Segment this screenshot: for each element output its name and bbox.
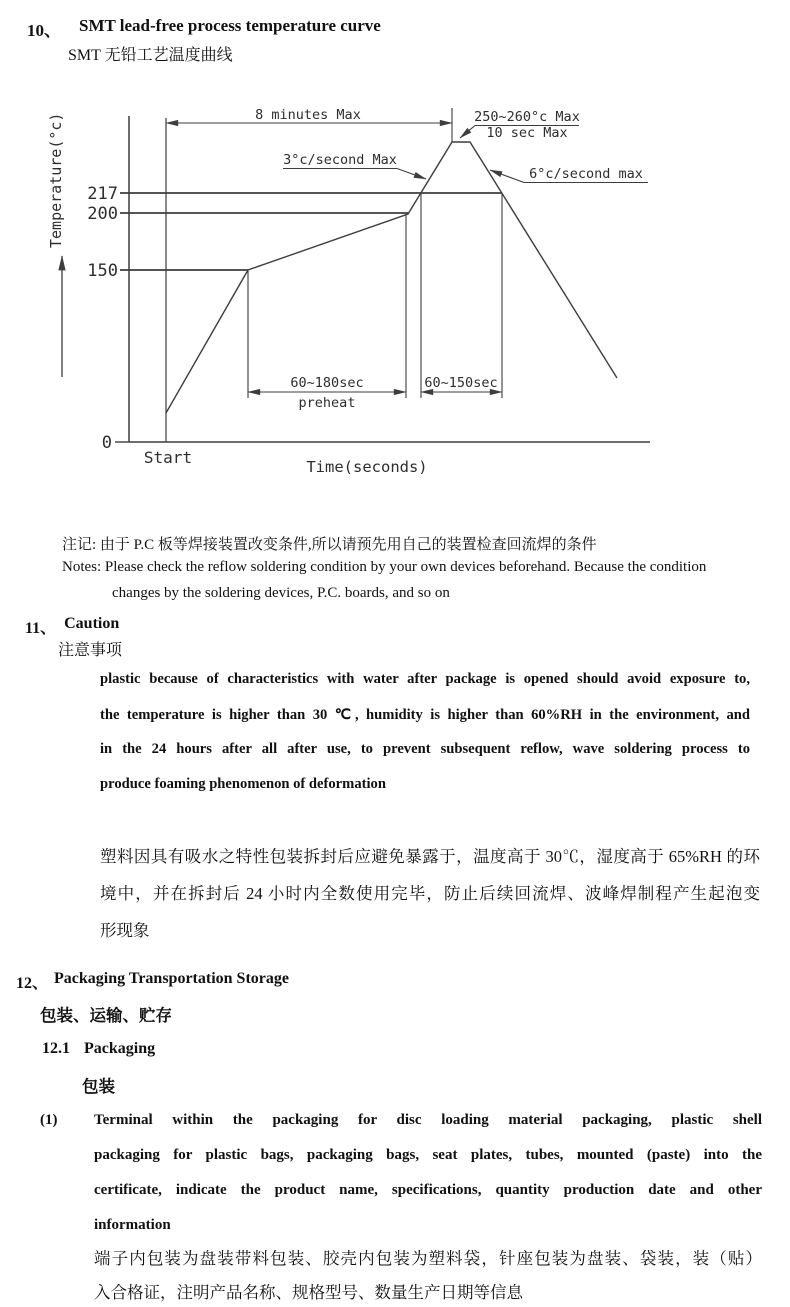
- tick-label-0: 0: [101, 433, 112, 453]
- cool-down-rate-label: 6°c/second max: [529, 166, 643, 182]
- preheat-time-label: 60~180sec: [290, 375, 364, 391]
- caution-en-line: produce foaming phenomenon of deformation: [100, 776, 386, 792]
- section-12-title: Packaging Transportation Storage: [54, 970, 289, 987]
- section-11-title-zh: 注意事项: [58, 642, 123, 659]
- section-12-1-title-zh: 包装: [82, 1077, 115, 1096]
- item-1-zh-paragraph: [94, 1245, 762, 1307]
- section-12-1-number: 12.1: [42, 1040, 70, 1057]
- caution-zh-line: 塑料因具有吸水之特性包装拆封后应避免暴露于，温度高于 30℃，湿度高于 65%RH 的环: [100, 847, 760, 866]
- notes-line-en1: Notes: Please check the reflow soldering condition by your own devices beforehand. Because the condition: [62, 559, 707, 575]
- section-12-1-title: Packaging: [84, 1040, 156, 1057]
- tick-label-217: 217: [87, 184, 118, 204]
- cool-down-leader-arrow-icon: [490, 170, 524, 183]
- caution-en-line: in the 24 hours after all after use, to prevent subsequent reflow, wave soldering process to: [100, 741, 750, 757]
- section-12-1-heading: [42, 1040, 155, 1058]
- caution-en-line: the temperature is higher than 30 ℃, humidity is higher than 60%RH in the environment, and: [100, 707, 750, 723]
- item-1-en-paragraph: [94, 1112, 762, 1247]
- above217-time-label: 60~150sec: [424, 375, 498, 391]
- section-12-heading: [16, 970, 289, 993]
- section-10-number: 10、: [27, 21, 61, 40]
- x-axis-label: Time(seconds): [306, 458, 428, 476]
- preheat-word-label: preheat: [298, 395, 356, 411]
- peak-hold-label: 10 sec Max: [486, 125, 568, 141]
- section-12-number: 12、: [16, 975, 49, 992]
- temperature-curve-chart: [30, 90, 770, 490]
- total-time-label: 8 minutes Max: [255, 107, 361, 123]
- caution-en-paragraph: [100, 671, 750, 811]
- caution-en-line: plastic because of characteristics with water after package is opened should avoid exposure to,: [100, 671, 750, 687]
- item-1-zh-line: 入合格证，注明产品名称、规格型号、数量生产日期等信息: [94, 1283, 523, 1302]
- tick-label-150: 150: [87, 261, 118, 281]
- item-1-en-line: Terminal within the packaging for disc loading material packaging, plastic shell: [94, 1112, 762, 1128]
- ramp-up-leader-arrow-icon: [397, 169, 426, 180]
- y-axis-label: Temperature(°c): [47, 112, 65, 248]
- item-1-en-line: information: [94, 1217, 171, 1233]
- item-1-zh-line: 端子内包装为盘装带料包装、胶壳内包装为塑料袋，针座包装为盘装、袋装，装（贴）: [94, 1249, 762, 1268]
- start-label: Start: [143, 448, 193, 467]
- item-1-en-line: certificate, indicate the product name, specifications, quantity production date and other: [94, 1182, 762, 1198]
- section-10-heading: [27, 16, 381, 41]
- item-1-marker: (1): [40, 1112, 58, 1128]
- section-11-heading: [25, 615, 119, 638]
- peak-temp-label: 250~260°c Max: [474, 109, 580, 125]
- ramp-up-rate-label: 3°c/second Max: [283, 152, 397, 168]
- notes-line-en2: changes by the soldering devices, P.C. boards, and so on: [112, 585, 450, 601]
- section-10-title-zh: SMT 无铅工艺温度曲线: [68, 47, 233, 64]
- tick-label-200: 200: [87, 204, 118, 224]
- section-11-number: 11、: [25, 620, 57, 637]
- section-12-title-zh: 包装、运输、贮存: [40, 1006, 172, 1025]
- section-11-title: Caution: [64, 615, 120, 632]
- notes-line-zh: 注记: 由于 P.C 板等焊接装置改变条件,所以请预先用自己的装置检查回流焊的条件: [62, 537, 597, 553]
- section-10-title-en: SMT lead-free process temperature curve: [79, 16, 381, 35]
- item-1-en-line: packaging for plastic bags, packaging bags, seat plates, tubes, mounted (paste) into the: [94, 1147, 762, 1163]
- peak-leader-arrow-icon: [460, 126, 475, 139]
- caution-zh-paragraph: [100, 843, 760, 954]
- caution-zh-line: 境中，并在拆封后 24 小时内全数使用完毕，防止后续回流焊、波峰焊制程产生起泡变: [100, 884, 760, 903]
- caution-zh-line: 形现象: [100, 921, 150, 940]
